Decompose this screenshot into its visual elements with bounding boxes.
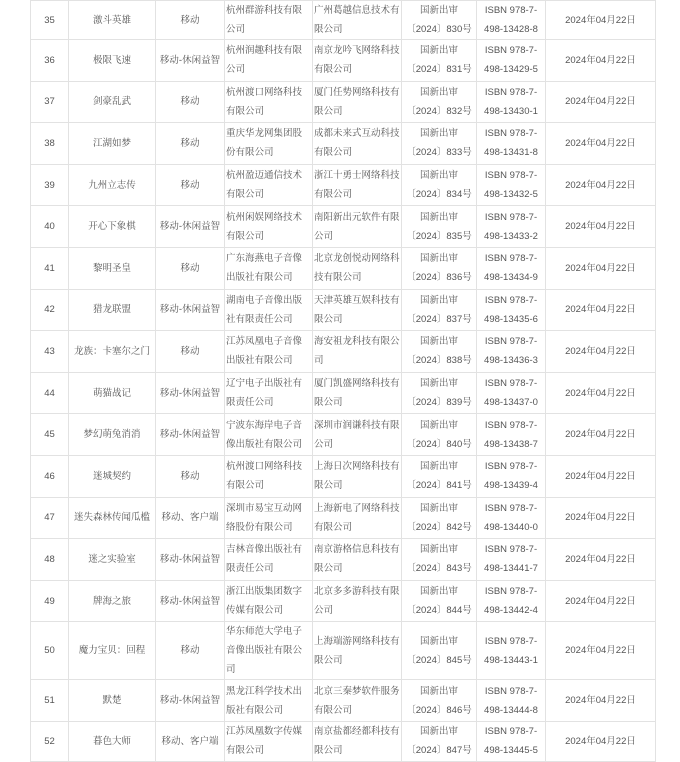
cell-approval-date: 2024年04月22日 xyxy=(546,580,656,622)
cell-approval-date: 2024年04月22日 xyxy=(546,40,656,82)
cell-publisher: 重庆华龙网集团股份有限公司 xyxy=(225,123,313,165)
cell-category: 移动、客户端 xyxy=(156,721,225,761)
cell-row-number: 38 xyxy=(31,123,69,165)
cell-game-name: 萌猫战记 xyxy=(69,372,156,414)
cell-game-name: 迷城契约 xyxy=(69,455,156,497)
cell-isbn: ISBN 978-7- 498-13441-7 xyxy=(477,539,546,581)
cell-category: 移动-休闲益智 xyxy=(156,40,225,82)
cell-publisher: 江苏凤凰电子音像出版社有限公司 xyxy=(225,331,313,373)
cell-operator: 天津英雄互娱科技有限公司 xyxy=(313,289,402,331)
cell-isbn: ISBN 978-7- 498-13445-5 xyxy=(477,721,546,761)
cell-row-number: 50 xyxy=(31,622,69,680)
table-row xyxy=(31,580,656,622)
cell-operator: 厦门任势网络科技有限公司 xyxy=(313,81,402,123)
cell-isbn: ISBN 978-7- 498-13444-8 xyxy=(477,680,546,722)
table-row xyxy=(31,40,656,82)
cell-operator: 南京游格信息科技有限公司 xyxy=(313,539,402,581)
cell-approval-date: 2024年04月22日 xyxy=(546,331,656,373)
cell-row-number: 37 xyxy=(31,81,69,123)
cell-row-number: 41 xyxy=(31,247,69,289)
cell-category: 移动-休闲益智 xyxy=(156,680,225,722)
cell-approval-date: 2024年04月22日 xyxy=(546,680,656,722)
cell-approval-number: 国新出审 〔2024〕837号 xyxy=(402,289,477,331)
cell-operator: 深圳市润谦科技有限公司 xyxy=(313,414,402,456)
cell-game-name: 迷失森林传闻瓜槛 xyxy=(69,497,156,539)
cell-approval-number: 国新出审 〔2024〕846号 xyxy=(402,680,477,722)
cell-approval-number: 国新出审 〔2024〕838号 xyxy=(402,331,477,373)
cell-category: 移动 xyxy=(156,622,225,680)
cell-row-number: 45 xyxy=(31,414,69,456)
cell-approval-number: 国新出审 〔2024〕834号 xyxy=(402,164,477,206)
cell-isbn: ISBN 978-7- 498-13442-4 xyxy=(477,580,546,622)
cell-row-number: 46 xyxy=(31,455,69,497)
cell-game-name: 迷之实验室 xyxy=(69,539,156,581)
cell-isbn: ISBN 978-7- 498-13435-6 xyxy=(477,289,546,331)
cell-operator: 南京盐都经都科技有限公司 xyxy=(313,721,402,761)
cell-game-name: 江湖如梦 xyxy=(69,123,156,165)
cell-game-name: 剑豪乱武 xyxy=(69,81,156,123)
cell-publisher: 广东海燕电子音像出版社有限公司 xyxy=(225,247,313,289)
cell-publisher: 杭州渡口网络科技有限公司 xyxy=(225,455,313,497)
cell-publisher: 江苏凤凰数字传媒有限公司 xyxy=(225,721,313,761)
cell-isbn: ISBN 978-7- 498-13430-1 xyxy=(477,81,546,123)
cell-isbn: ISBN 978-7- 498-13439-4 xyxy=(477,455,546,497)
cell-approval-date: 2024年04月22日 xyxy=(546,721,656,761)
cell-operator: 上海日次网络科技有限公司 xyxy=(313,455,402,497)
table-row xyxy=(31,680,656,722)
cell-category: 移动-休闲益智 xyxy=(156,289,225,331)
cell-isbn: ISBN 978-7- 498-13434-9 xyxy=(477,247,546,289)
table-row xyxy=(31,622,656,680)
cell-game-name: 九州立志传 xyxy=(69,164,156,206)
table-row xyxy=(31,331,656,373)
table-row xyxy=(31,206,656,248)
cell-game-name: 牌海之旅 xyxy=(69,580,156,622)
table-row xyxy=(31,372,656,414)
cell-row-number: 40 xyxy=(31,206,69,248)
cell-approval-number: 国新出审 〔2024〕843号 xyxy=(402,539,477,581)
cell-isbn: ISBN 978-7- 498-13438-7 xyxy=(477,414,546,456)
cell-approval-date: 2024年04月22日 xyxy=(546,164,656,206)
game-approval-table-container xyxy=(30,0,656,757)
cell-category: 移动-休闲益智 xyxy=(156,372,225,414)
cell-game-name: 极限飞速 xyxy=(69,40,156,82)
table-row xyxy=(31,539,656,581)
cell-category: 移动 xyxy=(156,331,225,373)
cell-isbn: ISBN 978-7- 498-13440-0 xyxy=(477,497,546,539)
cell-approval-number: 国新出审 〔2024〕847号 xyxy=(402,721,477,761)
cell-publisher: 杭州群游科技有限公司 xyxy=(225,1,313,40)
cell-approval-number: 国新出审 〔2024〕840号 xyxy=(402,414,477,456)
cell-category: 移动 xyxy=(156,455,225,497)
table-row xyxy=(31,414,656,456)
cell-approval-number: 国新出审 〔2024〕835号 xyxy=(402,206,477,248)
cell-approval-date: 2024年04月22日 xyxy=(546,289,656,331)
cell-game-name: 默楚 xyxy=(69,680,156,722)
table-row xyxy=(31,455,656,497)
cell-row-number: 49 xyxy=(31,580,69,622)
cell-game-name: 猎龙联盟 xyxy=(69,289,156,331)
cell-category: 移动-休闲益智 xyxy=(156,414,225,456)
cell-approval-date: 2024年04月22日 xyxy=(546,81,656,123)
cell-operator: 广州葛越信息技术有限公司 xyxy=(313,1,402,40)
cell-row-number: 42 xyxy=(31,289,69,331)
cell-approval-date: 2024年04月22日 xyxy=(546,497,656,539)
cell-isbn: ISBN 978-7- 498-13433-2 xyxy=(477,206,546,248)
cell-row-number: 48 xyxy=(31,539,69,581)
cell-approval-date: 2024年04月22日 xyxy=(546,372,656,414)
cell-row-number: 43 xyxy=(31,331,69,373)
cell-publisher: 华东师范大学电子音像出版社有限公司 xyxy=(225,622,313,680)
cell-game-name: 龙族：卡塞尔之门 xyxy=(69,331,156,373)
cell-game-name: 激斗英雄 xyxy=(69,1,156,40)
cell-publisher: 宁波东海岸电子音像出版社有限公司 xyxy=(225,414,313,456)
game-approval-table xyxy=(30,0,656,762)
cell-approval-date: 2024年04月22日 xyxy=(546,414,656,456)
cell-publisher: 吉林音像出版社有限责任公司 xyxy=(225,539,313,581)
cell-isbn: ISBN 978-7- 498-13436-3 xyxy=(477,331,546,373)
cell-operator: 成都未来式互动科技有限公司 xyxy=(313,123,402,165)
cell-approval-number: 国新出审 〔2024〕831号 xyxy=(402,40,477,82)
table-row xyxy=(31,721,656,761)
cell-approval-number: 国新出审 〔2024〕841号 xyxy=(402,455,477,497)
cell-approval-date: 2024年04月22日 xyxy=(546,123,656,165)
cell-category: 移动-休闲益智 xyxy=(156,539,225,581)
cell-row-number: 51 xyxy=(31,680,69,722)
cell-publisher: 杭州盈迈通信技术有限公司 xyxy=(225,164,313,206)
cell-category: 移动、客户端 xyxy=(156,497,225,539)
cell-approval-number: 国新出审 〔2024〕830号 xyxy=(402,1,477,40)
cell-category: 移动 xyxy=(156,247,225,289)
cell-game-name: 黎明圣皇 xyxy=(69,247,156,289)
cell-operator: 上海端游网络科技有限公司 xyxy=(313,622,402,680)
cell-publisher: 辽宁电子出版社有限责任公司 xyxy=(225,372,313,414)
cell-publisher: 浙江出版集团数字传媒有限公司 xyxy=(225,580,313,622)
cell-approval-number: 国新出审 〔2024〕844号 xyxy=(402,580,477,622)
cell-publisher: 黑龙江科学技术出版社有限公司 xyxy=(225,680,313,722)
table-row xyxy=(31,164,656,206)
cell-row-number: 35 xyxy=(31,1,69,40)
cell-operator: 北京龙创悦动网络科技有限公司 xyxy=(313,247,402,289)
cell-category: 移动 xyxy=(156,123,225,165)
cell-isbn: ISBN 978-7- 498-13437-0 xyxy=(477,372,546,414)
cell-publisher: 杭州润趣科技有限公司 xyxy=(225,40,313,82)
cell-approval-date: 2024年04月22日 xyxy=(546,455,656,497)
cell-isbn: ISBN 978-7- 498-13431-8 xyxy=(477,123,546,165)
cell-isbn: ISBN 978-7- 498-13428-8 xyxy=(477,1,546,40)
table-row xyxy=(31,81,656,123)
cell-row-number: 39 xyxy=(31,164,69,206)
table-row xyxy=(31,247,656,289)
cell-approval-date: 2024年04月22日 xyxy=(546,622,656,680)
cell-isbn: ISBN 978-7- 498-13443-1 xyxy=(477,622,546,680)
cell-isbn: ISBN 978-7- 498-13429-5 xyxy=(477,40,546,82)
cell-operator: 北京多多游科技有限公司 xyxy=(313,580,402,622)
cell-approval-date: 2024年04月22日 xyxy=(546,247,656,289)
cell-category: 移动 xyxy=(156,1,225,40)
cell-operator: 北京三秦梦软件服务有限公司 xyxy=(313,680,402,722)
cell-row-number: 44 xyxy=(31,372,69,414)
cell-approval-number: 国新出审 〔2024〕842号 xyxy=(402,497,477,539)
cell-publisher: 杭州渡口网络科技有限公司 xyxy=(225,81,313,123)
cell-game-name: 魔力宝贝：回程 xyxy=(69,622,156,680)
cell-game-name: 开心下象棋 xyxy=(69,206,156,248)
table-row xyxy=(31,497,656,539)
cell-game-name: 暮色大师 xyxy=(69,721,156,761)
cell-approval-date: 2024年04月22日 xyxy=(546,206,656,248)
cell-operator: 海安祖龙科技有限公司 xyxy=(313,331,402,373)
cell-isbn: ISBN 978-7- 498-13432-5 xyxy=(477,164,546,206)
cell-approval-number: 国新出审 〔2024〕833号 xyxy=(402,123,477,165)
cell-operator: 厦门凯盛网络科技有限公司 xyxy=(313,372,402,414)
cell-row-number: 47 xyxy=(31,497,69,539)
cell-category: 移动 xyxy=(156,81,225,123)
table-row xyxy=(31,289,656,331)
cell-row-number: 52 xyxy=(31,721,69,761)
cell-publisher: 湖南电子音像出版社有限责任公司 xyxy=(225,289,313,331)
cell-approval-number: 国新出审 〔2024〕832号 xyxy=(402,81,477,123)
cell-operator: 南阳新出元软件有限公司 xyxy=(313,206,402,248)
cell-operator: 南京龙吟飞网络科技有限公司 xyxy=(313,40,402,82)
cell-game-name: 梦幻萌兔消消 xyxy=(69,414,156,456)
cell-approval-date: 2024年04月22日 xyxy=(546,539,656,581)
cell-publisher: 深圳市易宝互动网络股份有限公司 xyxy=(225,497,313,539)
cell-operator: 上海新电了网络科技有限公司 xyxy=(313,497,402,539)
cell-approval-number: 国新出审 〔2024〕836号 xyxy=(402,247,477,289)
table-row xyxy=(31,1,656,40)
cell-approval-date: 2024年04月22日 xyxy=(546,1,656,40)
table-body xyxy=(31,1,656,762)
table-row xyxy=(31,123,656,165)
cell-approval-number: 国新出审 〔2024〕839号 xyxy=(402,372,477,414)
cell-operator: 浙江十勇士网络科技有限公司 xyxy=(313,164,402,206)
cell-approval-number: 国新出审 〔2024〕845号 xyxy=(402,622,477,680)
cell-publisher: 杭州闲娱网络技术有限公司 xyxy=(225,206,313,248)
cell-category: 移动 xyxy=(156,164,225,206)
cell-category: 移动-休闲益智 xyxy=(156,580,225,622)
cell-row-number: 36 xyxy=(31,40,69,82)
cell-category: 移动-休闲益智 xyxy=(156,206,225,248)
